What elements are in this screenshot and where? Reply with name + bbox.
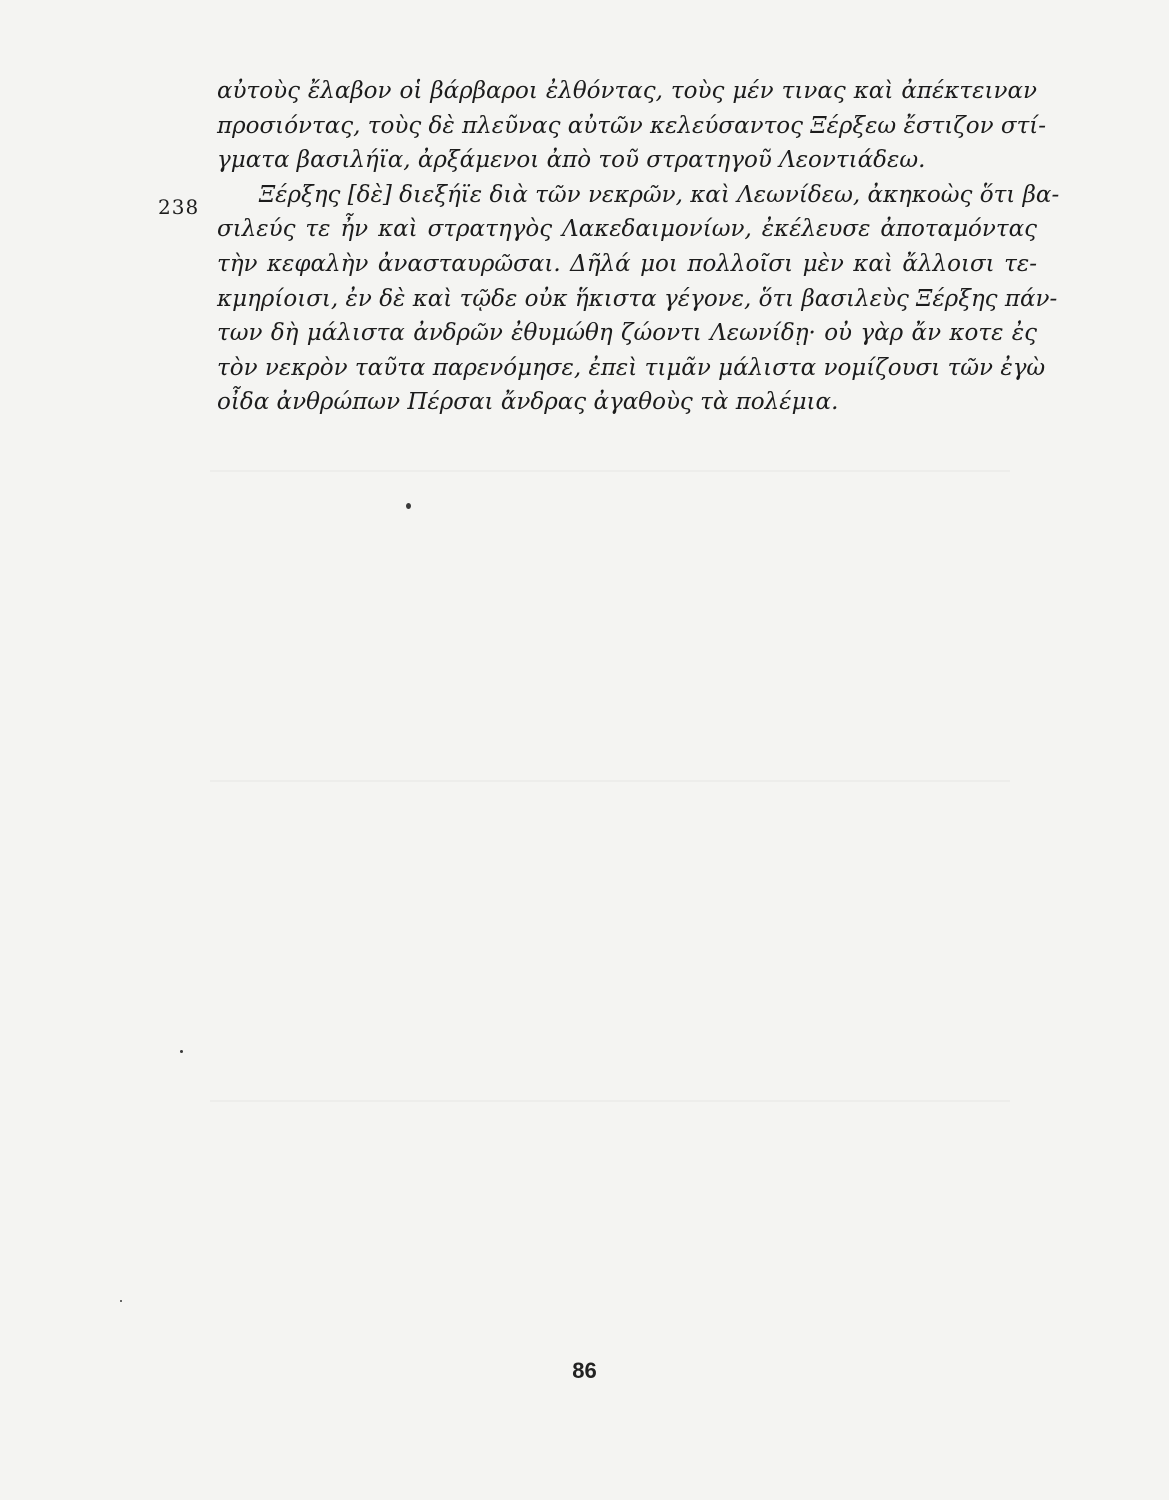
text-line: κμηρίοισι, ἐν δὲ καὶ τῷδε οὐκ ἥκιστα γέγονε, ὅτι βασιλεὺς Ξέρξης πάν- [217, 285, 1058, 312]
text-line: των δὴ μάλιστα ἀνδρῶν ἐθυμώθη ζώοντι Λεωνίδῃ· οὐ γὰρ ἄν κοτε ἐς [217, 320, 1037, 347]
greek-text-block [217, 74, 1060, 420]
show-through-band [210, 1100, 1010, 1102]
text-line: τὴν κεφαλὴν ἀνασταυρῶσαι. Δῆλά μοι πολλοῖσι μὲν καὶ ἄλλοισι τε- [217, 250, 1037, 277]
text-line: οἶδα ἀνθρώπων Πέρσαι ἄνδρας ἀγαθοὺς τὰ πολέμια. [217, 389, 839, 416]
text-line: Ξέρξης [δὲ] διεξήϊε διὰ τῶν νεκρῶν, καὶ Λεωνίδεω, ἀκηκοὼς ὅτι βα- [259, 181, 1060, 208]
text-line: σιλεύς τε ἦν καὶ στρατηγὸς Λακεδαιμονίων, ἐκέλευσε ἀποταμόντας [217, 216, 1037, 243]
text-line: αὐτοὺς ἔλαβον οἱ βάρβαροι ἐλθόντας, τοὺς μέν τινας καὶ ἀπέκτειναν [217, 78, 1037, 104]
show-through-band [210, 780, 1010, 782]
section-number: 238 [158, 195, 200, 219]
text-line: τὸν νεκρὸν ταῦτα παρενόμησε, ἐπεὶ τιμᾶν μάλιστα νομίζουσι τῶν ἐγὼ [217, 354, 1046, 381]
page-number: 86 [572, 1358, 597, 1383]
ink-speck [180, 1050, 183, 1053]
text-line: προσιόντας, τοὺς δὲ πλεῦνας αὐτῶν κελεύσαντος Ξέρξεω ἔστιζον στί- [217, 112, 1047, 139]
ink-speck [120, 1300, 122, 1302]
ink-speck [406, 503, 411, 509]
show-through-band [210, 470, 1010, 472]
text-line: γματα βασιλήϊα, ἀρξάμενοι ἀπὸ τοῦ στρατηγοῦ Λεοντιάδεω. [217, 147, 926, 174]
